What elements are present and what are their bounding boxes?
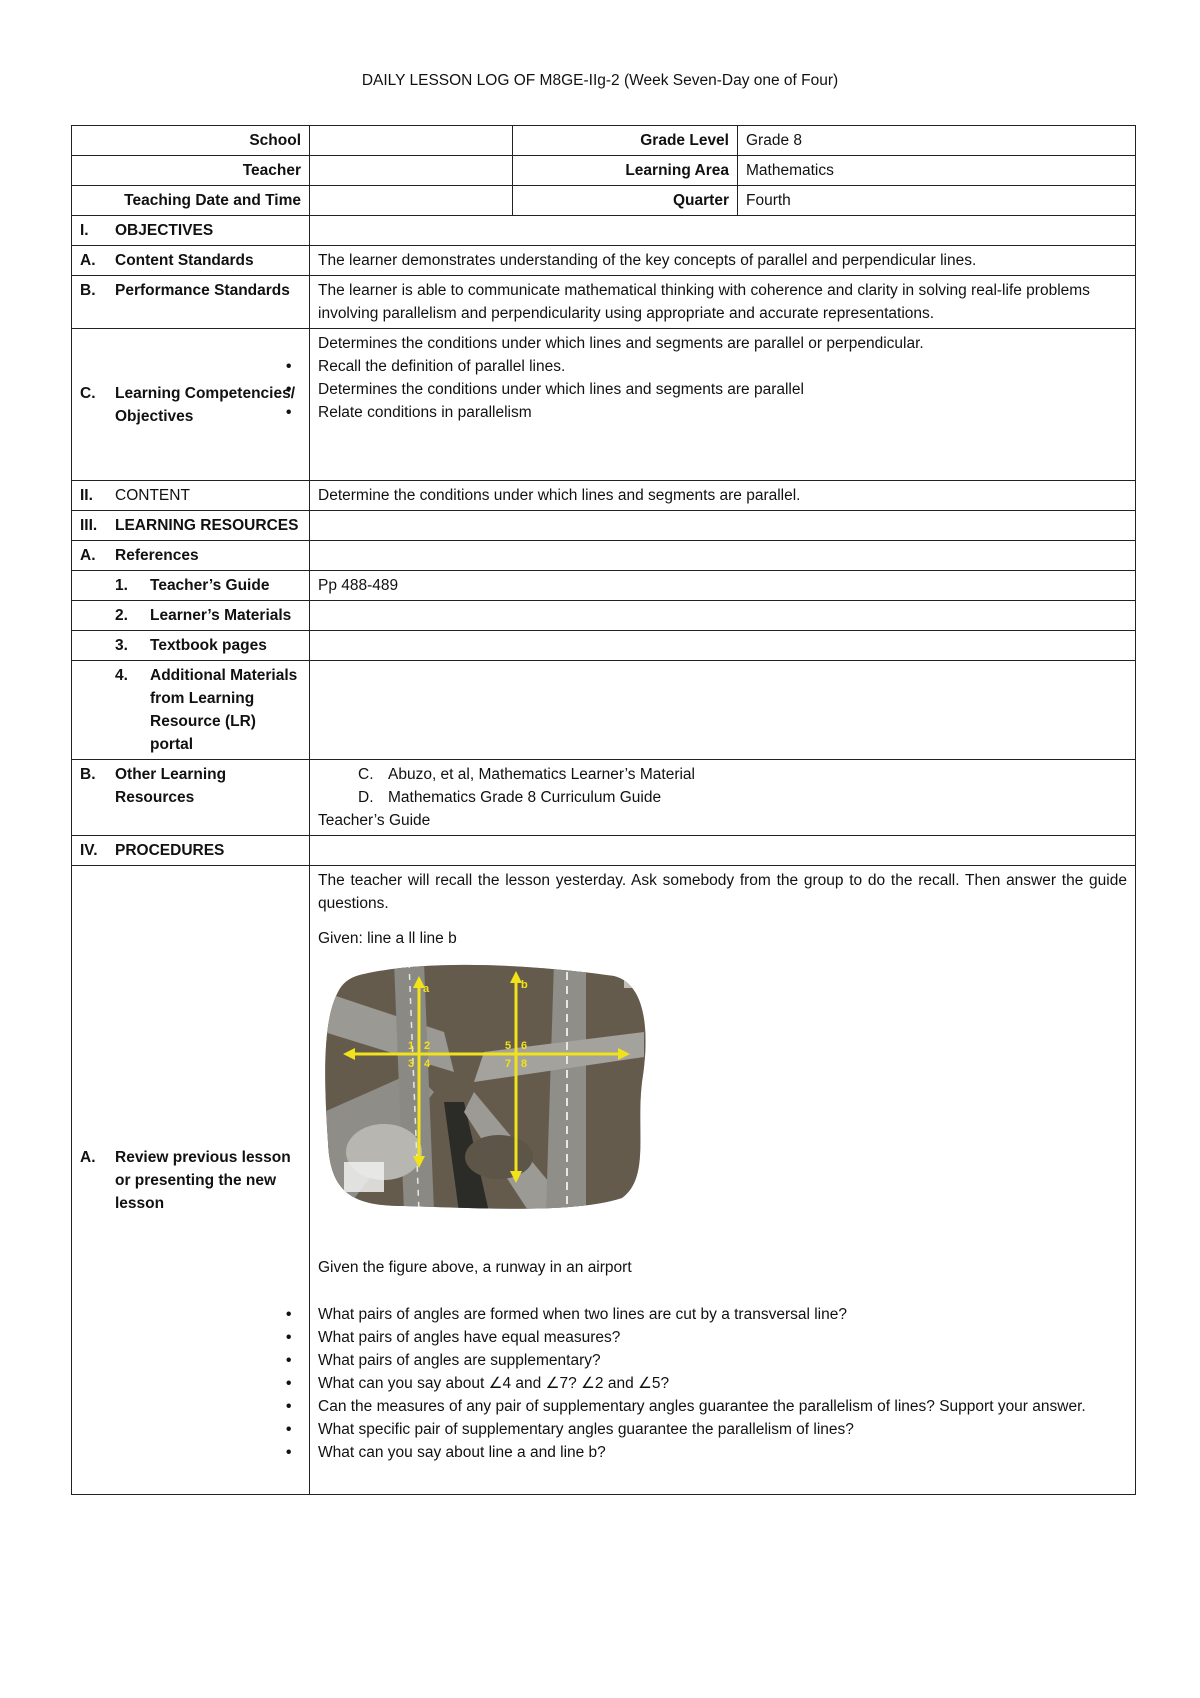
content-standards-num: A. xyxy=(80,252,96,269)
additional-materials-heading xyxy=(72,661,310,760)
competencies-num: C. xyxy=(80,384,96,402)
lesson-log-table xyxy=(71,125,1136,1495)
objectives-heading xyxy=(72,216,310,246)
quarter-value: Fourth xyxy=(738,186,1136,216)
learning-resources-cell xyxy=(310,511,1136,541)
other-resources-heading xyxy=(72,760,310,836)
list-item-num: C. xyxy=(358,766,374,783)
teachers-guide-heading xyxy=(72,571,310,601)
competencies-heading xyxy=(72,329,310,481)
other-resources-list xyxy=(318,763,1127,809)
list-item: • What pairs of angles are supplementary? xyxy=(318,1349,1127,1372)
objectives-label: OBJECTIVES xyxy=(115,222,214,239)
learners-materials-label: Learner’s Materials xyxy=(150,607,292,624)
guide-questions-list xyxy=(318,1303,1127,1464)
angle-label: 8 xyxy=(521,1058,528,1070)
date-value xyxy=(310,186,513,216)
competencies-list xyxy=(318,355,1127,424)
runway-image xyxy=(324,962,649,1212)
other-resources-extra: Teacher’s Guide xyxy=(318,812,431,829)
teachers-guide-value: Pp 488-489 xyxy=(310,571,1136,601)
teachers-guide-label: Teacher’s Guide xyxy=(150,577,270,594)
teachers-guide-num: 1. xyxy=(115,577,128,594)
procedures-label: PROCEDURES xyxy=(115,842,225,859)
content-label: CONTENT xyxy=(115,487,190,504)
learners-materials-value xyxy=(310,601,1136,631)
review-given: Given: line a ll line b xyxy=(318,930,457,947)
list-item: • What can you say about ∠4 and ∠7? ∠2 and ∠5? xyxy=(318,1372,1127,1395)
learning-resources-label: LEARNING RESOURCES xyxy=(115,517,299,534)
angle-label: 3 xyxy=(408,1058,415,1070)
list-item-text: Abuzo, et al, Mathematics Learner’s Material xyxy=(388,766,695,783)
content-text: Determine the conditions under which lines and segments are parallel. xyxy=(310,481,1136,511)
angle-label: 5 xyxy=(505,1040,512,1052)
list-item: • Can the measures of any pair of supplementary angles guarantee the parallelism of lines? Support your answer. xyxy=(318,1395,1127,1418)
date-row xyxy=(72,186,1136,216)
learning-area-value: Mathematics xyxy=(738,156,1136,186)
competencies-cell xyxy=(310,329,1136,481)
learning-resources-heading xyxy=(72,511,310,541)
learning-area-label: Learning Area xyxy=(513,156,738,186)
content-row xyxy=(72,481,1136,511)
teacher-value xyxy=(310,156,513,186)
competencies-row xyxy=(72,329,1136,481)
line-b-label: b xyxy=(521,979,528,991)
content-standards-row xyxy=(72,246,1136,276)
content-standards-heading xyxy=(72,246,310,276)
textbook-pages-row xyxy=(72,631,1136,661)
textbook-pages-heading xyxy=(72,631,310,661)
performance-standards-heading xyxy=(72,276,310,329)
list-item: • What pairs of angles are formed when two lines are cut by a transversal line? xyxy=(318,1303,1127,1326)
review-row xyxy=(72,866,1136,1495)
other-resources-num: B. xyxy=(80,766,96,783)
content-standards-label: Content Standards xyxy=(115,252,254,269)
review-intro: The teacher will recall the lesson yesterday. Ask somebody from the group to do the recall. Then answer the guide questions. xyxy=(318,872,1127,912)
grade-level-value: Grade 8 xyxy=(738,126,1136,156)
objectives-cell xyxy=(310,216,1136,246)
list-item: • What can you say about line a and line b? xyxy=(318,1441,1127,1464)
additional-materials-value xyxy=(310,661,1136,760)
school-label: School xyxy=(72,126,310,156)
angle-label: 6 xyxy=(521,1040,528,1052)
procedures-cell xyxy=(310,836,1136,866)
school-value xyxy=(310,126,513,156)
school-row xyxy=(72,126,1136,156)
review-num: A. xyxy=(80,1148,96,1166)
additional-materials-num: 4. xyxy=(115,667,128,684)
review-cell xyxy=(310,866,1136,1495)
angle-label: 7 xyxy=(505,1058,512,1070)
references-num: A. xyxy=(80,547,96,564)
angle-label: 4 xyxy=(424,1058,431,1070)
list-item: • Recall the definition of parallel lines. xyxy=(318,355,1127,378)
teacher-row xyxy=(72,156,1136,186)
references-heading xyxy=(72,541,310,571)
learners-materials-num: 2. xyxy=(115,607,128,624)
list-item: • What specific pair of supplementary angles guarantee the parallelism of lines? xyxy=(318,1418,1127,1441)
textbook-pages-value xyxy=(310,631,1136,661)
list-item-text: Mathematics Grade 8 Curriculum Guide xyxy=(388,789,662,806)
procedures-num: IV. xyxy=(80,842,98,859)
list-item-num: D. xyxy=(358,789,374,806)
angle-label: 1 xyxy=(408,1040,415,1052)
learners-materials-row xyxy=(72,601,1136,631)
procedures-heading xyxy=(72,836,310,866)
additional-materials-row xyxy=(72,661,1136,760)
other-resources-label: Other Learning Resources xyxy=(115,766,227,806)
learning-resources-num: III. xyxy=(80,517,98,534)
references-label: References xyxy=(115,547,199,564)
figure-caption: Given the figure above, a runway in an airport xyxy=(318,1259,632,1276)
content-num: II. xyxy=(80,487,93,504)
competencies-intro: Determines the conditions under which lines and segments are parallel or perpendicular. xyxy=(318,335,924,352)
teachers-guide-row xyxy=(72,571,1136,601)
quarter-label: Quarter xyxy=(513,186,738,216)
list-item: • What pairs of angles have equal measures? xyxy=(318,1326,1127,1349)
learning-resources-row xyxy=(72,511,1136,541)
date-label: Teaching Date and Time xyxy=(72,186,310,216)
other-resources-row xyxy=(72,760,1136,836)
references-cell xyxy=(310,541,1136,571)
performance-standards-text: The learner is able to communicate mathematical thinking with coherence and clarity in solving real-life problems involving parallelism and perpendicularity using appropriate and accurate representations. xyxy=(310,276,1136,329)
performance-standards-row xyxy=(72,276,1136,329)
references-row xyxy=(72,541,1136,571)
content-standards-text: The learner demonstrates understanding of the key concepts of parallel and perpendicular lines. xyxy=(310,246,1136,276)
angle-label: 2 xyxy=(424,1040,431,1052)
textbook-pages-label: Textbook pages xyxy=(150,637,267,654)
objectives-num: I. xyxy=(80,222,89,239)
runway-figure xyxy=(324,962,649,1212)
competencies-label: Learning Competencies/ Objectives xyxy=(115,384,296,425)
procedures-row xyxy=(72,836,1136,866)
objectives-row xyxy=(72,216,1136,246)
learners-materials-heading xyxy=(72,601,310,631)
content-heading xyxy=(72,481,310,511)
list-item: • Relate conditions in parallelism xyxy=(318,401,1127,424)
page-title: DAILY LESSON LOG OF M8GE-IIg-2 (Week Seven-Day one of Four) xyxy=(361,72,839,89)
list-item xyxy=(358,763,1127,786)
performance-standards-num: B. xyxy=(80,282,96,299)
teacher-label: Teacher xyxy=(72,156,310,186)
performance-standards-label: Performance Standards xyxy=(115,282,290,299)
grade-level-label: Grade Level xyxy=(513,126,738,156)
list-item xyxy=(358,786,1127,809)
review-heading xyxy=(72,866,310,1495)
list-item: • Determines the conditions under which lines and segments are parallel xyxy=(318,378,1127,401)
review-label: Review previous lesson or presenting the new lesson xyxy=(115,1148,291,1212)
line-a-label: a xyxy=(423,983,430,995)
additional-materials-label: Additional Materials from Learning Resource (LR) portal xyxy=(150,667,298,753)
textbook-pages-num: 3. xyxy=(115,637,128,654)
other-resources-cell xyxy=(310,760,1136,836)
